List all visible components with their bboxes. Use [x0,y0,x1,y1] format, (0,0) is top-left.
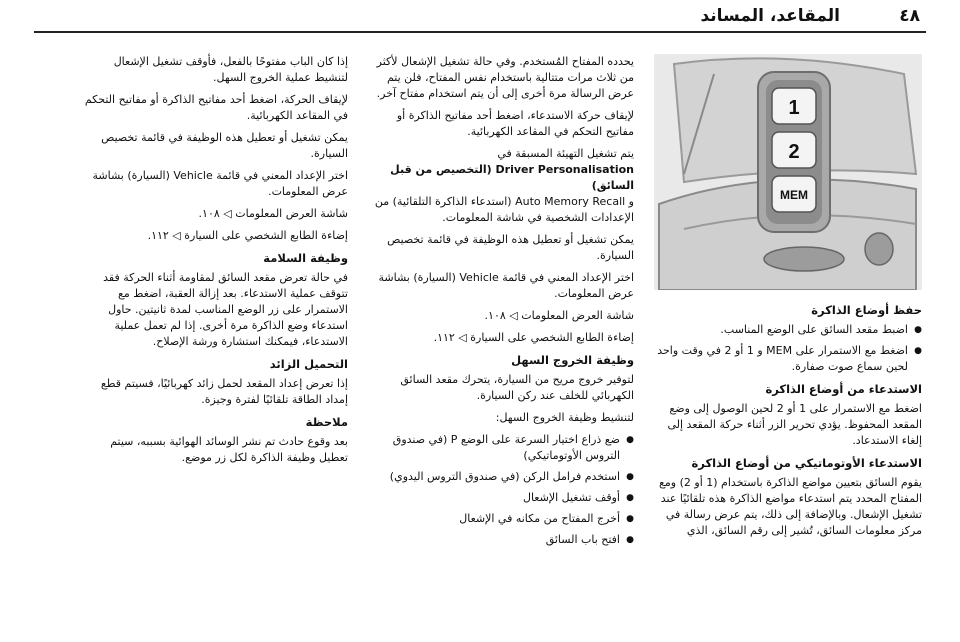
paragraph: اختر الإعداد المعني في قائمة Vehicle (السيارة) بشاشة عرض المعلومات. [378,271,634,300]
right-column [654,54,922,545]
activate-label: لتنشيط وظيفة الخروج السهل: [495,411,634,424]
seat-adjust-switch-icon [764,247,844,271]
paragraph: لإيقاف حركة الاستدعاء، اضغط أحد مفاتيح الذاكرة أو مفاتيح التحكم في المقاعد الكهربائية. [396,109,634,138]
safety-heading: وظيفة السلامة [263,251,348,265]
left-column [78,54,348,472]
overload-heading: التحميل الزائد [269,357,348,371]
backrest-switch-icon [865,233,893,265]
list-item: ● اضبط مقعد السائق على الوضع المناسب. [654,322,908,338]
list-item: ● اضغط مع الاستمرار على MEM و 1 أو 2 في وقت واحد لحين سماع صوت صفارة. [654,343,908,375]
list-item: ● أوقف تشغيل الإشعال [366,490,620,506]
paragraph: يمكن تشغيل أو تعطيل هذه الوظيفة في قائمة تخصيص السيارة. [387,233,634,262]
auto-recall-text: يقوم السائق بتعيين مواضع الذاكرة باستخدام (1 أو 2) ومع المفتاح المحدد يتم استدعاء مواضع الذاكرة هذه تلقائيًا عند تشغيل الإشعال. وبالإضافة إلى ذلك، يتم عرض رسالة في مركز معلومات السائق، تُشير إلى رقم السائق، الذي [659,476,922,537]
paragraph: يتم تشغيل التهيئة المسبقة في [497,147,634,160]
paragraph: و Auto Memory Recall (استدعاء الذاكرة التلقائية) من الإعدادات الشخصية في شاشة المعلومات. [374,195,634,224]
list-item: ● استخدم فرامل الركن (في صندوق التروس اليدوي) [366,469,620,485]
overload-text: إذا تعرض إعداد المقعد لحمل زائد كهربائيًا، فسيتم قطع إمداد الطاقة تلقائيًا لفترة وجيزة. [100,377,348,406]
paragraph: يمكن تشغيل أو تعطيل هذه الوظيفة في قائمة تخصيص السيارة. [101,131,348,160]
paragraph: لإيقاف الحركة، اضغط أحد مفاتيح الذاكرة أو مفاتيح التحكم في المقاعد الكهربائية. [84,93,348,122]
section-title: المقاعد، المساند [700,6,840,26]
recall-heading: الاستدعاء من أوضاع الذاكرة [765,382,922,396]
save-steps-list [654,322,922,375]
note-text: بعد وقوع حادث تم نشر الوسائد الهوائية بسببه، سيتم تعطيل وظيفة الذاكرة لكل زر موضع. [110,435,348,464]
note-heading: ملاحظة [305,415,348,429]
paragraph: Driver Personalisation (التخصيص من قبل السائق) [390,163,634,192]
easy-exit-list [366,432,634,548]
paragraph: اختر الإعداد المعني في قائمة Vehicle (السيارة) بشاشة عرض المعلومات. [92,169,348,198]
auto-recall-heading: الاستدعاء الأوتوماتيكي من أوضاع الذاكرة [691,456,922,470]
easy-exit-text: لتوفير خروج مريح من السيارة، يتحرك مقعد السائق الكهربائي للخلف عند ركن السيارة. [400,373,634,402]
memory-seat-buttons-figure [654,54,922,290]
header-divider [34,31,926,33]
mem-button-label: MEM [780,188,808,202]
cross-reference: شاشة العرض المعلومات ◁ ١٠٨. [484,309,634,322]
cross-reference: شاشة العرض المعلومات ◁ ١٠٨. [198,207,348,220]
list-item: ● أخرج المفتاح من مكانه في الإشعال [366,511,620,527]
seat-controls-illustration [654,54,922,290]
list-item: ● ضع ذراع اختيار السرعة على الوضع P (في صندوق التروس الأوتوماتيكي) [366,432,620,464]
paragraph: إذا كان الباب مفتوحًا بالفعل، فأوقف تشغيل الإشعال لتنشيط عملية الخروج السهل. [113,55,348,84]
memory-button-2-label: 2 [788,141,800,163]
page-header [0,0,960,30]
memory-button-1-label: 1 [788,97,800,119]
recall-text: اضغط مع الاستمرار على 1 أو 2 لحين الوصول إلى وضع المقعد المحفوظ. يؤدي تحرير الزر أثناء حركة المقعد إلى إلغاء الاستدعاد. [667,402,922,447]
safety-text: في حالة تعرض مقعد السائق لمقاومة أثناء الحركة فقد تتوقف عملية الاستدعاء. بعد إزالة العقبة، اضغط مع الاستمرار على زر الوضع المناسب لمدة ثانيتين. حاول استدعاء وضع الذاكرة مرة أخرى. إذا لم تعمل عملية الاستدعاء، فيمكنك استشارة ورشة الإصلاح. [103,271,348,348]
paragraph: يحدده المفتاح المُستخدم. وفي حالة تشغيل الإشعال لأكثر من ثلاث مرات متتالية باستخدام نفس المفتاح، فلن يتم عرض الرسالة مرة أخرى إلى أن يتم استخدام مفتاح آخر. [376,55,634,100]
cross-reference: إضاءة الطابع الشخصي على السيارة ◁ ١١٢. [147,229,348,242]
middle-column [366,54,634,553]
list-item: ● افتح باب السائق [366,532,620,548]
easy-exit-heading: وظيفة الخروج السهل [511,353,634,367]
save-heading: حفظ أوضاع الذاكرة [811,303,922,317]
cross-reference: إضاءة الطابع الشخصي على السيارة ◁ ١١٢. [433,331,634,344]
page-number: ٤٨ [899,6,920,26]
